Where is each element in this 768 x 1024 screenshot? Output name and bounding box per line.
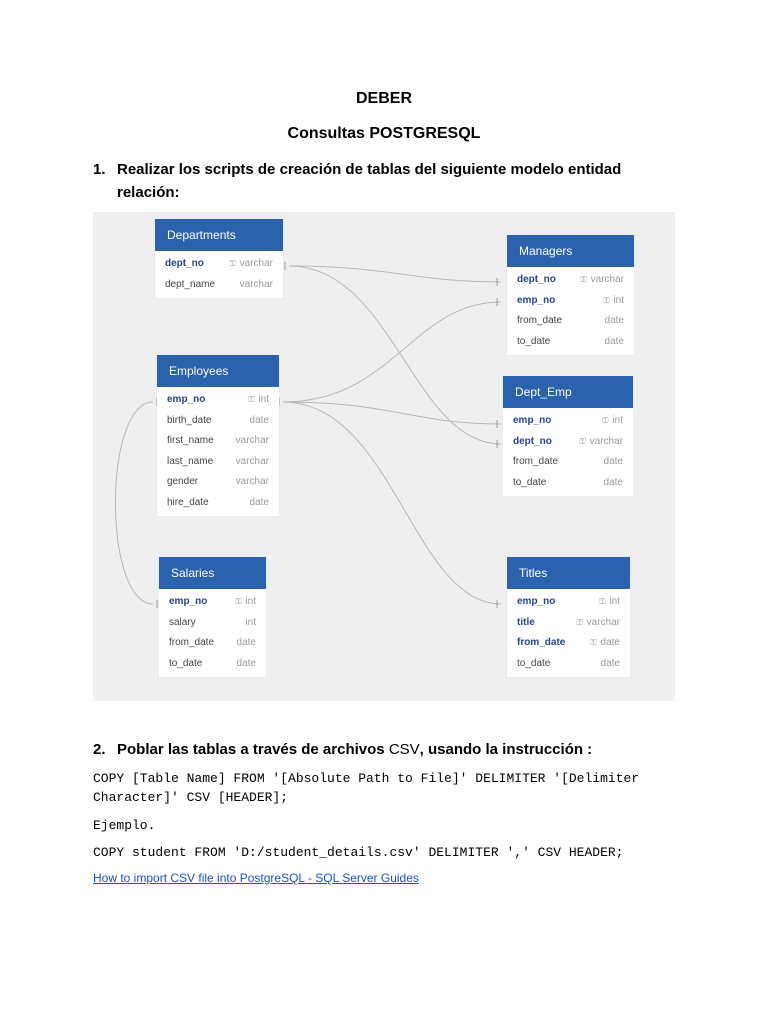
field-type [601, 654, 620, 675]
table-field-row [155, 254, 283, 275]
field-type-label: date [236, 637, 256, 648]
field-name: emp_no [517, 294, 556, 306]
field-name: gender [167, 476, 199, 487]
table-header: Salaries [159, 557, 266, 589]
field-type-label: int [245, 616, 256, 628]
relation-employees-deptemp [283, 402, 501, 424]
document-subtitle: Consultas POSTGRESQL [287, 125, 481, 142]
field-type [240, 275, 273, 296]
field-type-label: int [612, 415, 623, 426]
field-type [590, 633, 620, 654]
field-type [236, 431, 269, 452]
relation-departments-deptemp [289, 266, 501, 444]
field-name: to_date [517, 657, 551, 669]
field-type-label: varchar [589, 435, 623, 447]
table-field-row [507, 332, 634, 353]
table-header: Employees [157, 355, 279, 387]
field-type [605, 311, 624, 332]
field-type-label: varchar [239, 278, 273, 290]
field-type [250, 493, 269, 514]
field-type [237, 654, 256, 675]
field-type [236, 452, 269, 473]
field-type [245, 613, 256, 634]
key-icon: ⚿ [579, 436, 586, 446]
table-field-row [507, 592, 630, 613]
field-name: dept_name [165, 278, 216, 290]
field-type-label: int [245, 596, 256, 607]
field-type-label: varchar [235, 435, 269, 446]
table-fields [507, 589, 630, 677]
instruction-1-text: Realizar los scripts de creación de tablas del siguiente modelo entidad relación: [117, 161, 622, 201]
er-diagram [93, 212, 675, 701]
table-field-row [503, 473, 633, 494]
field-type [580, 432, 623, 453]
table-field-row [157, 493, 279, 514]
key-icon: ⚿ [248, 395, 255, 404]
field-type-label: int [258, 394, 269, 405]
key-icon: ⚿ [590, 638, 597, 647]
field-name: emp_no [167, 394, 206, 405]
key-icon: ⚿ [580, 275, 587, 284]
instruction-2-text [117, 738, 677, 761]
field-type [248, 390, 269, 411]
copy-syntax-code: COPY [Table Name] FROM '[Absolute Path to File]' DELIMITER '[Delimiter Character]' CSV [HEADER]; [93, 771, 647, 805]
field-name: to_date [517, 335, 551, 347]
field-name: emp_no [513, 415, 552, 426]
table-field-row [507, 654, 630, 675]
field-type [602, 411, 623, 432]
field-name: last_name [167, 455, 214, 467]
field-type [604, 452, 623, 473]
table-header: Managers [507, 235, 634, 267]
table-field-row [507, 633, 630, 654]
document-title: DEBER [355, 90, 412, 107]
table-field-row [157, 411, 279, 432]
field-type-label: varchar [235, 476, 269, 487]
field-type-label: varchar [235, 455, 269, 467]
field-type [577, 613, 620, 634]
field-type [581, 270, 624, 291]
copy-example-code: COPY student FROM 'D:/student_details.csv' DELIMITER ',' CSV HEADER; [93, 845, 624, 860]
table-field-row [157, 472, 279, 493]
field-type-label: date [600, 657, 620, 669]
key-icon: ⚿ [602, 416, 609, 425]
instruction-2-text-a: Poblar las tablas a través de archivos [117, 741, 389, 758]
table-fields [157, 387, 279, 516]
field-name: hire_date [167, 496, 209, 508]
table-salaries [159, 557, 266, 677]
field-type [250, 411, 269, 432]
key-icon: ⚿ [599, 597, 606, 606]
table-managers [507, 235, 634, 355]
table-field-row [157, 431, 279, 452]
field-name: dept_no [517, 274, 556, 285]
relation-employees-managers [283, 302, 501, 402]
field-type-label: int [609, 596, 620, 607]
table-fields [503, 408, 633, 496]
field-type [604, 473, 623, 494]
field-type-label: date [236, 657, 256, 669]
field-type-label: date [604, 315, 624, 326]
field-type [236, 472, 269, 493]
field-type-label: varchar [239, 258, 273, 269]
table-dept-emp [503, 376, 633, 496]
field-type-label: varchar [586, 616, 620, 628]
table-field-row [157, 452, 279, 473]
key-icon: ⚿ [229, 259, 236, 268]
table-field-row [157, 390, 279, 411]
csv-import-guide-link[interactable]: How to import CSV file into PostgreSQL - SQL Server Guides [93, 871, 419, 885]
field-type-label: int [613, 294, 624, 306]
field-name: from_date [513, 456, 559, 467]
table-field-row [159, 592, 266, 613]
table-header: Titles [507, 557, 630, 589]
table-field-row [507, 270, 634, 291]
field-type [237, 633, 256, 654]
field-name: title [517, 616, 535, 628]
table-field-row [507, 311, 634, 332]
field-type [230, 254, 273, 275]
field-name: from_date [169, 637, 215, 648]
key-icon: ⚿ [603, 295, 610, 305]
field-name: dept_no [513, 435, 552, 447]
relation-employees-salaries [116, 402, 154, 604]
relation-employees-titles [283, 402, 501, 604]
instruction-2-number: 2. [93, 741, 106, 758]
table-field-row [507, 613, 630, 634]
field-name: emp_no [517, 596, 556, 607]
field-type [235, 592, 256, 613]
field-name: birth_date [167, 414, 212, 426]
field-type-label: date [249, 414, 269, 426]
instruction-2-text-csv: CSV [388, 741, 420, 758]
field-name: emp_no [169, 596, 208, 607]
instruction-1-number: 1. [93, 161, 106, 178]
table-field-row [503, 452, 633, 473]
table-fields [159, 589, 266, 677]
relation-departments-managers [289, 266, 501, 282]
field-type-label: date [603, 456, 623, 467]
field-type-label: date [604, 335, 624, 347]
field-type [603, 291, 624, 312]
table-field-row [503, 411, 633, 432]
table-field-row [155, 275, 283, 296]
table-employees [157, 355, 279, 516]
key-icon: ⚿ [576, 617, 583, 627]
field-type-label: varchar [590, 274, 624, 285]
field-name: to_date [169, 657, 203, 669]
field-name: salary [169, 616, 196, 628]
field-type-label: date [249, 496, 269, 508]
key-icon: ⚿ [235, 597, 242, 606]
table-departments [155, 219, 283, 298]
table-titles [507, 557, 630, 677]
table-field-row [159, 654, 266, 675]
field-type [605, 332, 624, 353]
table-field-row [159, 613, 266, 634]
field-name: dept_no [165, 258, 204, 269]
table-field-row [503, 432, 633, 453]
field-type-label: date [600, 637, 620, 648]
table-header: Departments [155, 219, 283, 251]
instruction-2-text-b: , usando la instrucción : [419, 741, 593, 758]
example-label: Ejemplo. [93, 818, 156, 833]
field-name: first_name [167, 435, 214, 446]
table-field-row [507, 291, 634, 312]
field-name: from_date [517, 315, 563, 326]
field-type [599, 592, 620, 613]
table-fields [155, 251, 283, 298]
field-type-label: date [603, 476, 623, 488]
field-name: to_date [513, 476, 547, 488]
field-name: from_date [517, 637, 566, 648]
table-header: Dept_Emp [503, 376, 633, 408]
table-field-row [159, 633, 266, 654]
table-fields [507, 267, 634, 355]
